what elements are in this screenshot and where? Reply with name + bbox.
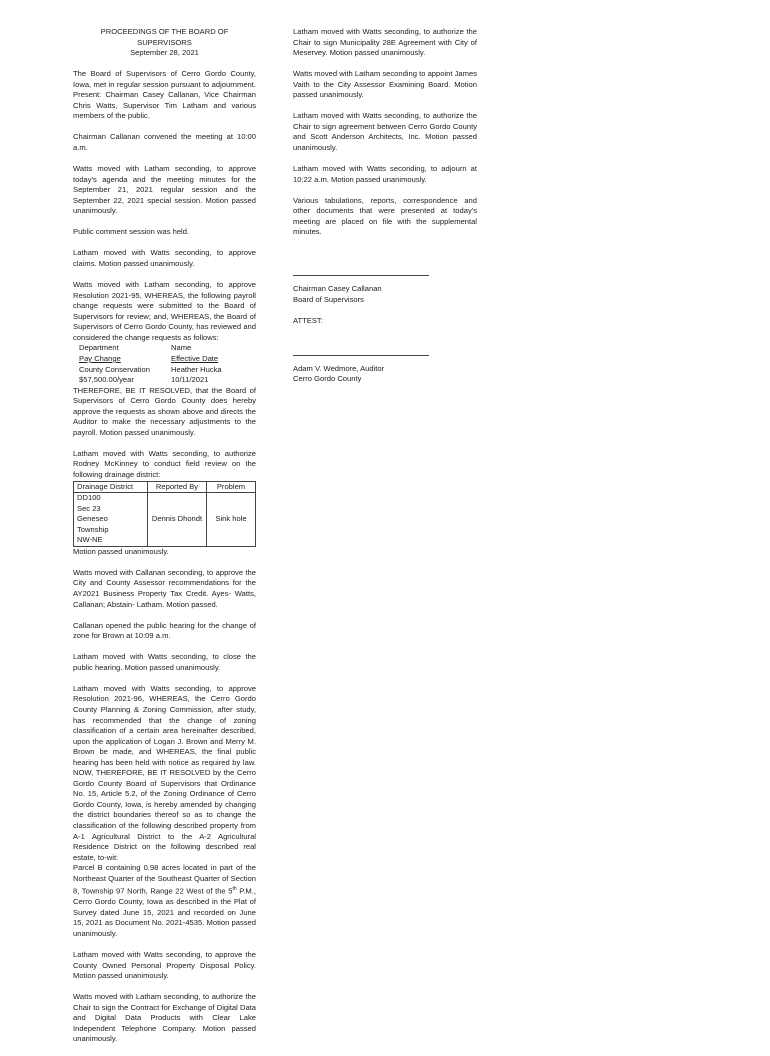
- grid-label-department: Department: [79, 343, 119, 353]
- cell-problem: Sink hole: [207, 493, 256, 547]
- table-row: [74, 493, 256, 547]
- paragraph-tabulations: Various tabulations, reports, correspondence and other documents that were presented at today's meeting are placed on file with the supplemental minutes.: [293, 195, 477, 237]
- header-drainage-district: Drainage District: [74, 481, 148, 493]
- district-line: Geneseo: [77, 514, 108, 524]
- paragraph-agenda: Watts moved with Latham seconding, to approve today's agenda and the meeting minutes for the September 21, 2021 regular session and the September 22, 2021 special session. Motion passed unanimously.: [73, 164, 256, 216]
- grid-value-department: County Conservation: [79, 364, 150, 374]
- title-date: September 28, 2021: [130, 48, 199, 58]
- grid-label-name: Name: [171, 343, 192, 353]
- drainage-table: [73, 481, 256, 547]
- right-column: [293, 27, 477, 385]
- header-problem: Problem: [207, 481, 256, 493]
- paragraph-architects: Latham moved with Watts seconding, to authorize the Chair to sign agreement between Cerro Gordo County and Scott Anderson Architects, Inc. Motion passed unanimously.: [293, 111, 477, 153]
- resolution-95-intro: Watts moved with Latham seconding, to approve Resolution 2021-95, WHEREAS, the following payroll change requests were submitted to the Board of Supervisors for review; and, WHEREAS, the Board of Supervisors of Cerro Gordo County, has reviewed and considered the change requests as follows:: [73, 280, 256, 342]
- paragraph-disposal-policy: Latham moved with Watts seconding, to approve the County Owned Personal Property Disposal Policy. Motion passed unanimously.: [73, 950, 256, 981]
- attest-label: ATTEST:: [293, 316, 323, 326]
- district-line: Sec 23: [77, 503, 101, 513]
- auditor-signature-line: [293, 354, 429, 356]
- auditor-name: Adam V. Wedmore, Auditor: [293, 363, 385, 373]
- drainage-outro: Motion passed unanimously.: [73, 546, 169, 556]
- header-reported-by: Reported By: [148, 481, 207, 493]
- district-line: DD100: [77, 493, 101, 503]
- auditor-org: Cerro Gordo County: [293, 374, 362, 384]
- cell-drainage-district: [74, 493, 148, 547]
- paragraph-attendance: The Board of Supervisors of Cerro Gordo County, Iowa, met in regular session pursuant to adjournment. Present: Chairman Casey Callanan, Vice Chairman Chris Watts, Supervisor Tim Latham and various members of the public.: [73, 69, 256, 121]
- parcel-description: [73, 863, 256, 939]
- drainage-intro: Latham moved with Watts seconding, to authorize Rodney McKinney to conduct field review on the following drainage district:: [73, 448, 256, 479]
- parcel-superscript: th: [232, 886, 237, 893]
- paragraph-hearing-close: Latham moved with Watts seconding, to close the public hearing. Motion passed unanimously.: [73, 652, 256, 672]
- payroll-change-grid: [73, 343, 256, 385]
- paragraph-tax-credit: Watts moved with Callanan seconding, to approve the City and County Assessor recommendations for the AY2021 Business Property Tax Credit. Ayes- Watts, Callanan; Abstain- Latham. Motion passed.: [73, 567, 256, 609]
- district-line: Township: [77, 524, 109, 534]
- resolution-2021-96: [73, 684, 256, 940]
- district-line: NW-NE: [77, 535, 103, 545]
- grid-label-effective-date: Effective Date: [171, 353, 219, 363]
- paragraph-digital-data: Watts moved with Latham seconding, to authorize the Chair to sign the Contract for Exchange of Digital Data and Digital Data Products with Clear Lake Independent Telephone Company. Motion passed unanimously.: [73, 992, 256, 1044]
- chair-org: Board of Supervisors: [293, 295, 364, 305]
- grid-label-pay-change: Pay Change: [79, 353, 121, 363]
- table-header-row: [74, 481, 256, 493]
- paragraph-adjourn: Latham moved with Watts seconding, to adjourn at 10:22 a.m. Motion passed unanimously.: [293, 164, 477, 184]
- paragraph-claims: Latham moved with Watts seconding, to approve claims. Motion passed unanimously.: [73, 248, 256, 269]
- title-line-1: PROCEEDINGS OF THE BOARD OF SUPERVISORS: [100, 27, 229, 47]
- cell-reported-by: Dennis Dhondt: [148, 493, 207, 547]
- parcel-text-a: Parcel B containing 0.98 acres located in part of the Northeast Quarter of the Southeast Quarter of Section 8, Township 97 North, Range 22 West of the 5: [73, 863, 256, 896]
- grid-value-pay: $57,500.00/year: [79, 375, 134, 385]
- parcel-text-b: P.M., Cerro Gordo County, Iowa as described in the Plat of Survey dated June 15, 2021 and recorded on June 15, 2021 as Document No. 2021-4535. Motion passed unanimously.: [73, 886, 256, 939]
- paragraph-hearing-open: Callanan opened the public hearing for the change of zone for Brown at 10:09 a.m.: [73, 620, 256, 641]
- paragraph-appoint: Watts moved with Latham seconding to appoint James Vaith to the City Assessor Examining Board. Motion passed unanimously.: [293, 69, 477, 100]
- paragraph-public-comment: Public comment session was held.: [73, 227, 190, 237]
- grid-value-name: Heather Hucka: [171, 364, 222, 374]
- resolution-95-outro: THEREFORE, BE IT RESOLVED, that the Board of Supervisors of Cerro Gordo County does hereby approve the requests as shown above and directs the Auditor to make the necessary adjustments to the payroll. Motion passed unanimously.: [73, 385, 256, 437]
- paragraph-convened: Chairman Callanan convened the meeting at 10:00 a.m.: [73, 132, 256, 153]
- paragraph-meservey: Latham moved with Watts seconding, to authorize the Chair to sign Municipality 28E Agreement with City of Meservey. Motion passed unanimously.: [293, 27, 477, 58]
- chair-signature-line: [293, 274, 429, 276]
- drainage-section: [73, 449, 256, 557]
- left-column: [73, 27, 256, 1056]
- document-title: [73, 27, 256, 59]
- grid-value-date: 10/11/2021: [171, 375, 209, 385]
- resolution-96-text: Latham moved with Watts seconding, to approve Resolution 2021-96, WHEREAS, the Cerro Gordo County Planning & Zoning Commission, after study, has recommended that the change of zoning classification of a certain area hereinafter described, upon the application of Logan J. Brown and Merry M. Brown be made, and WHEREAS, the final public hearing has been held with notice as required by law. NOW, THEREFORE, BE IT RESOLVED by the Cerro Gordo County Board of Supervisors that Ordinance No. 15, Article 5.2, of the Zoning Ordinance of Cerro Gordo County, Iowa, is hereby amended by changing the district boundaries thereof so as to change the classification of the following described property from A-1 Agricultural District to the A-2 Agricultural Residence District on the following described real estate, to-wit:: [73, 683, 256, 862]
- resolution-2021-95: [73, 280, 256, 438]
- chair-name: Chairman Casey Callanan: [293, 284, 382, 294]
